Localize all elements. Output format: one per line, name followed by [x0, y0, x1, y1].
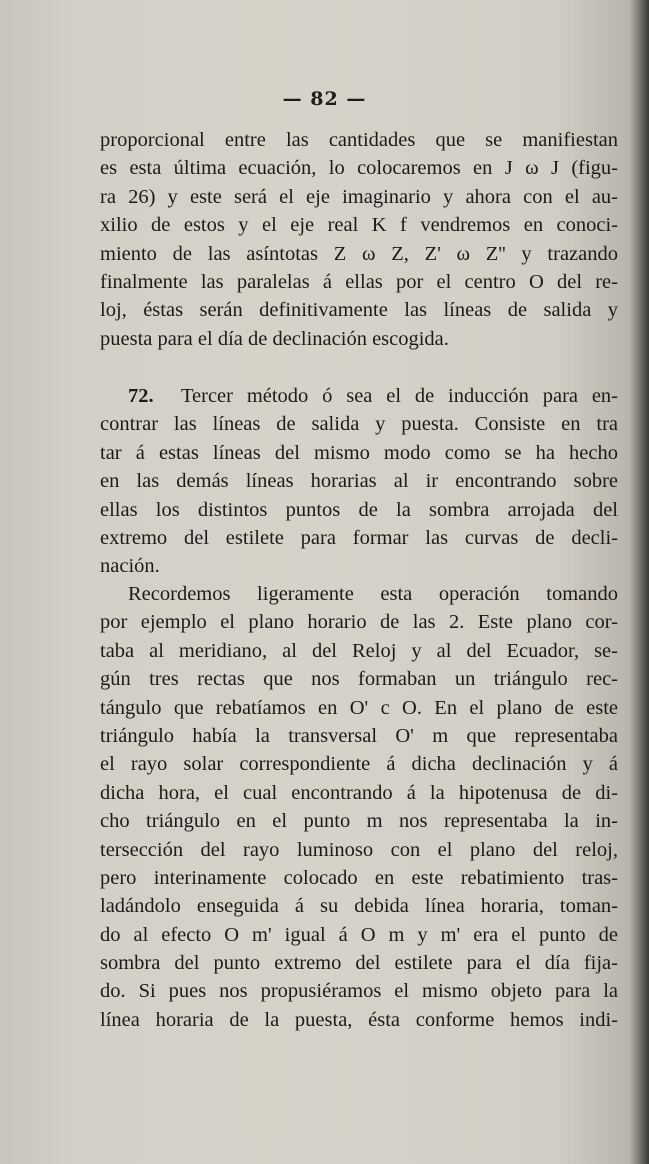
text-line: loj, éstas serán definitivamente las líneas de salida y — [100, 299, 618, 322]
paragraph-2 — [100, 382, 618, 581]
text-line: tersección del rayo luminoso con el plano del reloj, — [100, 838, 618, 861]
text-line: es esta última ecuación, lo colocaremos en J ω J (figu- — [100, 157, 618, 180]
text-line: finalmente las paralelas á ellas por el centro O del re- — [100, 270, 618, 293]
page-number: — 82 — — [282, 88, 367, 110]
text-line: en las demás líneas horarias al ir encontrando sobre — [100, 470, 618, 493]
text-line: gún tres rectas que nos formaban un triángulo rec- — [100, 668, 618, 691]
text-line: cho triángulo en el punto m nos representaba la in- — [100, 810, 618, 833]
text-line: ra 26) y este será el eje imaginario y ahora con el au- — [100, 185, 618, 208]
text-line: do al efecto O m' igual á O m y m' era el punto de — [100, 923, 618, 946]
text-line: por ejemplo el plano horario de las 2. Este plano cor- — [100, 611, 618, 634]
text-line: triángulo había la transversal O' m que representaba — [100, 724, 618, 747]
text-line: el rayo solar correspondiente á dicha declinación y á — [100, 753, 618, 776]
text-line: tar á estas líneas del mismo modo como se ha hecho — [100, 441, 618, 464]
text-line: contrar las líneas de salida y puesta. Consiste en tra — [100, 413, 618, 436]
text-line: tángulo que rebatíamos en O' c O. En el plano de este — [100, 696, 618, 719]
section-first-line: Tercer método ó sea el de inducción para en- — [180, 385, 618, 407]
text-line: do. Si pues nos propusiéramos el mismo objeto para la — [100, 980, 618, 1003]
text-line: taba al meridiano, al del Reloj y al del Ecuador, se- — [100, 639, 618, 662]
text-line: línea horaria de la puesta, ésta conforme hemos indi- — [100, 1008, 618, 1031]
text-line: proporcional entre las cantidades que se manifiestan — [100, 129, 618, 151]
text-line: ladándolo enseguida á su debida línea horaria, toman- — [100, 895, 618, 918]
paragraph-3 — [100, 580, 618, 1034]
text-line: dicha hora, el cual encontrando á la hipotenusa de di- — [100, 781, 618, 804]
section-number: 72. — [128, 385, 154, 407]
text-line: extremo del estilete para formar las curvas de decli- — [100, 526, 618, 549]
text-line: pero interinamente colocado en este rebatimiento tras- — [100, 866, 618, 889]
text-line: xilio de estos y el eje real K f vendremos en conoci- — [100, 214, 618, 237]
text-line: ellas los distintos puntos de la sombra arrojada del — [100, 498, 618, 521]
text-line: nación. — [100, 555, 160, 578]
text-line: sombra del punto extremo del estilete para el día fija- — [100, 952, 618, 975]
text-line: puesta para el día de declinación escogida. — [100, 327, 449, 350]
text-line: miento de las asíntotas Z ω Z, Z' ω Z'' y trazando — [100, 242, 618, 265]
paragraph-1 — [100, 126, 618, 353]
text-line — [100, 382, 618, 410]
text-line: Recordemos ligeramente esta operación tomando — [128, 583, 618, 605]
